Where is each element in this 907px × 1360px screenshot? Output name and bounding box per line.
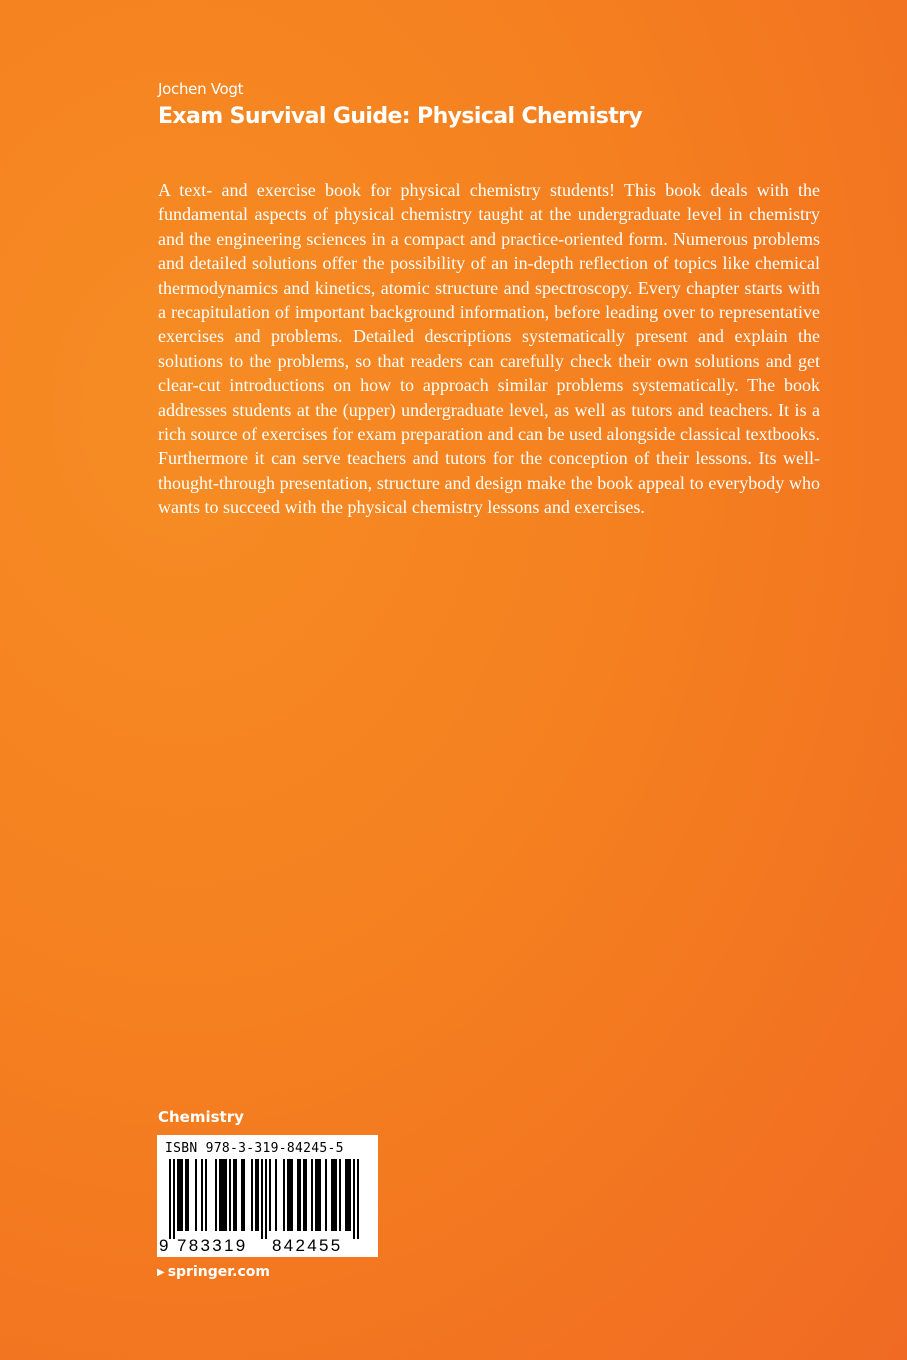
barcode-bar: [195, 1159, 197, 1231]
barcode-bar: [287, 1159, 289, 1231]
barcode-bar: [311, 1159, 313, 1231]
book-title: Exam Survival Guide: Physical Chemistry: [158, 104, 643, 129]
barcode-bar: [297, 1159, 299, 1231]
barcode-bar: [257, 1159, 259, 1231]
author-name: Jochen Vogt: [158, 80, 244, 98]
barcode-left-digits: 783319: [177, 1236, 248, 1255]
barcode-bar: [331, 1159, 333, 1231]
barcode-bar: [319, 1159, 321, 1231]
barcode-bar: [335, 1159, 337, 1231]
barcode-bar: [241, 1159, 243, 1231]
isbn-barcode: [157, 1135, 378, 1257]
barcode-bar: [325, 1159, 327, 1231]
barcode-bar: [317, 1159, 319, 1231]
arrow-right-icon: ▶: [157, 1267, 165, 1278]
barcode-bar: [347, 1159, 349, 1231]
barcode-bar: [181, 1159, 183, 1231]
barcode-guard-bar: [265, 1159, 267, 1239]
barcode-bar: [223, 1159, 225, 1231]
publisher-url: springer.com: [167, 1264, 270, 1280]
book-description: A text- and exercise book for physical chemistry students! This book deals with the fundamental aspects of physical chemistry taught at the undergraduate level in chemistry and the engineering sciences in a compact and practice-oriented form. Numerous problems and detailed solutions offer the possibility of an in-depth reflection of topics like chemical thermodynamics and kinetics, atomic structure and spectroscopy. Every chapter starts with a recapitulation of important background information, before leading over to representative exercises and problems. Detailed descriptions systematically present and explain the solutions to the problems, so that readers can carefully check their own solutions and get clear-cut introductions on how to approach similar problems systematically. The book addresses students at the (upper) undergraduate level, as well as tutors and teachers. It is a rich source of exercises for exam preparation and can be used alongside classical textbooks. Furthermore it can serve teachers and tutors for the conception of their lessons. Its well-thought-through presentation, structure and design make the book appeal to everybody who wants to succeed with the physical chemistry lessons and exercises.: [158, 180, 820, 518]
barcode-guard-bar: [173, 1159, 175, 1239]
barcode-bar: [269, 1159, 271, 1231]
publisher-link[interactable]: [157, 1264, 270, 1280]
barcode-first-digit: 9: [159, 1236, 169, 1255]
barcode-bar: [303, 1159, 305, 1231]
barcode-bar: [233, 1159, 235, 1231]
barcode-guard-bar: [353, 1159, 355, 1239]
barcode-bar: [205, 1159, 207, 1231]
barcode-bar: [225, 1159, 227, 1231]
barcode-bar: [219, 1159, 221, 1231]
barcode-bar: [291, 1159, 293, 1231]
barcode-bar: [187, 1159, 189, 1231]
barcode-bar: [179, 1159, 181, 1231]
barcode-bar: [305, 1159, 307, 1231]
barcode-bar: [221, 1159, 223, 1231]
barcode-bar: [289, 1159, 291, 1231]
barcode-bar: [235, 1159, 237, 1231]
barcode-bar: [229, 1159, 231, 1231]
isbn-label: ISBN 978-3-319-84245-5: [165, 1141, 344, 1156]
barcode-digits: [157, 1236, 378, 1256]
barcode-bar: [255, 1159, 257, 1231]
barcode-bar: [339, 1159, 341, 1231]
barcode-bar: [185, 1159, 187, 1231]
barcode-guard-bar: [169, 1159, 171, 1239]
barcode-right-digits: 842455: [272, 1236, 343, 1255]
barcode-bar: [299, 1159, 301, 1231]
barcode-bar: [315, 1159, 317, 1231]
barcode-bar: [201, 1159, 203, 1231]
barcode-bar: [215, 1159, 217, 1231]
barcode-bar: [251, 1159, 253, 1231]
barcode-bar: [275, 1159, 277, 1231]
barcode-guard-bar: [261, 1159, 263, 1239]
barcode-bar: [243, 1159, 245, 1231]
barcode-bar: [333, 1159, 335, 1231]
barcode-bar: [177, 1159, 179, 1231]
barcode-bar: [345, 1159, 347, 1231]
barcode-guard-bar: [357, 1159, 359, 1239]
barcode-bars: [169, 1159, 369, 1239]
barcode-bar: [283, 1159, 285, 1231]
subject-category: Chemistry: [158, 1108, 244, 1126]
barcode-bar: [349, 1159, 351, 1231]
